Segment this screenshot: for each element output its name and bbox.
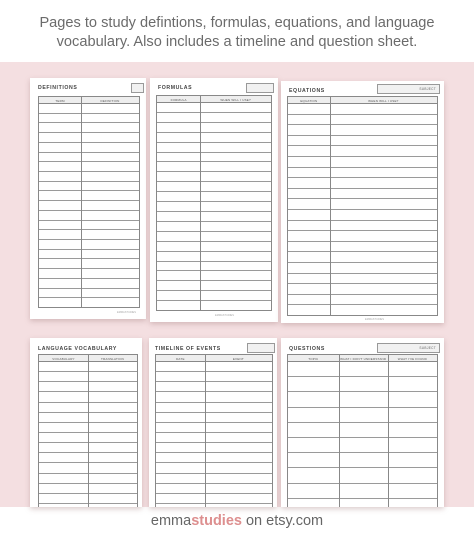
ruled-line xyxy=(288,452,437,453)
column-header-dont-understand: WHAT I DON'T UNDERSTAND xyxy=(340,356,387,361)
ruled-line xyxy=(288,283,437,284)
column-divider xyxy=(330,97,331,315)
ruled-line xyxy=(156,371,272,372)
ruled-line xyxy=(157,280,271,281)
ruled-line xyxy=(156,381,272,382)
column-header-term: TERM xyxy=(55,98,65,103)
ruled-line xyxy=(39,278,139,279)
ruled-line xyxy=(157,290,271,291)
ruled-line xyxy=(156,391,272,392)
formulas-sheet xyxy=(150,78,278,322)
column-divider xyxy=(81,97,82,307)
ruled-line xyxy=(288,391,437,392)
ruled-line xyxy=(157,270,271,271)
column-header-definition: DEFINITION xyxy=(100,98,120,103)
ruled-line xyxy=(39,258,139,259)
brand-prefix: emma xyxy=(150,513,192,529)
sheet-title: LANGUAGE VOCABULARY xyxy=(38,346,117,352)
table-header xyxy=(39,97,139,104)
description-text xyxy=(0,14,474,52)
ruled-line xyxy=(39,268,139,269)
ruled-line xyxy=(288,156,437,157)
ruled-line xyxy=(39,161,139,162)
questions-sheet xyxy=(281,338,444,507)
ruled-line xyxy=(39,288,139,289)
table-header xyxy=(156,355,272,362)
subject-box xyxy=(246,83,274,93)
ruled-line xyxy=(288,220,437,221)
ruled-line xyxy=(157,112,271,113)
ruled-line xyxy=(156,462,272,463)
language-vocabulary-sheet xyxy=(30,338,142,507)
timeline-sheet xyxy=(149,338,277,507)
column-header-when-used: WHEN WILL I USE? xyxy=(368,98,399,103)
ruled-line xyxy=(156,402,272,403)
study-table xyxy=(287,354,438,507)
study-table xyxy=(156,95,272,311)
ruled-line xyxy=(288,483,437,484)
ruled-line xyxy=(288,304,437,305)
ruled-line xyxy=(156,432,272,433)
ruled-line xyxy=(156,452,272,453)
ruled-line xyxy=(288,241,437,242)
ruled-line xyxy=(288,294,437,295)
ruled-line xyxy=(156,473,272,474)
copyright-text: EMMASTUDIES xyxy=(214,314,234,317)
ruled-line xyxy=(157,251,271,252)
ruled-line xyxy=(39,122,139,123)
sheet-title: DEFINITIONS xyxy=(38,85,78,91)
column-divider xyxy=(339,355,340,507)
ruled-line xyxy=(156,483,272,484)
ruled-line xyxy=(39,239,139,240)
ruled-line xyxy=(288,437,437,438)
ruled-line xyxy=(288,167,437,168)
ruled-line xyxy=(157,211,271,212)
ruled-line xyxy=(288,251,437,252)
ruled-line xyxy=(288,498,437,499)
column-header-formula: FORMULA xyxy=(170,97,187,102)
ruled-line xyxy=(39,113,139,114)
ruled-line xyxy=(39,190,139,191)
copyright-text: EMMASTUDIES xyxy=(116,311,136,314)
description-line-1: Pages to study defintions, formulas, equations, and language xyxy=(39,15,435,31)
ruled-line xyxy=(39,132,139,133)
ruled-line xyxy=(288,177,437,178)
column-header-event: EVENT xyxy=(232,356,244,361)
ruled-line xyxy=(39,171,139,172)
ruled-line xyxy=(39,152,139,153)
column-divider xyxy=(388,355,389,507)
ruled-line xyxy=(157,241,271,242)
ruled-line xyxy=(39,249,139,250)
ruled-line xyxy=(39,220,139,221)
ruled-line xyxy=(288,262,437,263)
subject-label: SUBJECT xyxy=(419,346,436,350)
study-table xyxy=(287,96,438,316)
ruled-line xyxy=(157,300,271,301)
sheet-title: FORMULAS xyxy=(158,85,193,91)
equations-sheet xyxy=(281,81,444,323)
ruled-line xyxy=(157,122,271,123)
ruled-line xyxy=(39,200,139,201)
ruled-line xyxy=(157,161,271,162)
brand-bold: studies xyxy=(191,513,242,529)
subject-label: SUBJECT xyxy=(419,87,436,91)
ruled-line xyxy=(288,114,437,115)
column-divider xyxy=(200,96,201,310)
ruled-line xyxy=(288,407,437,408)
ruled-line xyxy=(157,261,271,262)
ruled-line xyxy=(288,124,437,125)
brand-suffix: on etsy.com xyxy=(241,513,324,529)
ruled-line xyxy=(157,201,271,202)
column-header-date: DATE xyxy=(176,356,185,361)
ruled-line xyxy=(156,442,272,443)
ruled-line xyxy=(39,229,139,230)
ruled-line xyxy=(288,376,437,377)
sheet-title: TIMELINE OF EVENTS xyxy=(155,346,221,352)
column-divider xyxy=(205,355,206,507)
column-header-topic: TOPIC xyxy=(308,356,319,361)
ruled-line xyxy=(157,171,271,172)
column-header-when-used: WHEN WILL I USE? xyxy=(220,97,251,102)
column-header-vocabulary: VOCABULARY xyxy=(52,356,75,361)
study-table xyxy=(155,354,273,507)
subject-box xyxy=(377,84,440,94)
column-header-equation: EQUATION xyxy=(300,98,318,103)
ruled-line xyxy=(288,145,437,146)
ruled-line xyxy=(39,181,139,182)
column-divider xyxy=(88,355,89,507)
ruled-line xyxy=(39,297,139,298)
table-header xyxy=(157,96,271,103)
subject-box xyxy=(247,343,275,353)
ruled-line xyxy=(157,191,271,192)
ruled-line xyxy=(156,493,272,494)
ruled-line xyxy=(156,503,272,504)
ruled-line xyxy=(288,209,437,210)
sheet-title: QUESTIONS xyxy=(289,346,325,352)
study-table xyxy=(38,354,138,507)
ruled-line xyxy=(156,412,272,413)
ruled-line xyxy=(288,198,437,199)
description-line-2: vocabulary. Also includes a timeline and question sheet. xyxy=(56,34,418,50)
ruled-line xyxy=(157,181,271,182)
sheet-title: EQUATIONS xyxy=(289,88,325,94)
ruled-line xyxy=(288,188,437,189)
copyright-text: EMMASTUDIES xyxy=(364,318,384,321)
ruled-line xyxy=(288,422,437,423)
column-header-found: WHAT I'VE FOUND xyxy=(397,356,428,361)
ruled-line xyxy=(288,230,437,231)
ruled-line xyxy=(157,231,271,232)
ruled-line xyxy=(288,467,437,468)
definitions-sheet xyxy=(30,78,146,319)
ruled-line xyxy=(156,422,272,423)
study-table xyxy=(38,96,140,308)
table-header xyxy=(288,97,437,104)
subject-box xyxy=(131,83,144,93)
ruled-line xyxy=(157,132,271,133)
ruled-line xyxy=(157,142,271,143)
column-header-translation: TRANSLATION xyxy=(101,356,124,361)
ruled-line xyxy=(39,142,139,143)
ruled-line xyxy=(157,152,271,153)
ruled-line xyxy=(39,210,139,211)
ruled-line xyxy=(288,135,437,136)
table-header xyxy=(288,355,437,362)
ruled-line xyxy=(288,273,437,274)
subject-box xyxy=(377,343,440,353)
footer-brand xyxy=(0,513,474,529)
ruled-line xyxy=(157,221,271,222)
